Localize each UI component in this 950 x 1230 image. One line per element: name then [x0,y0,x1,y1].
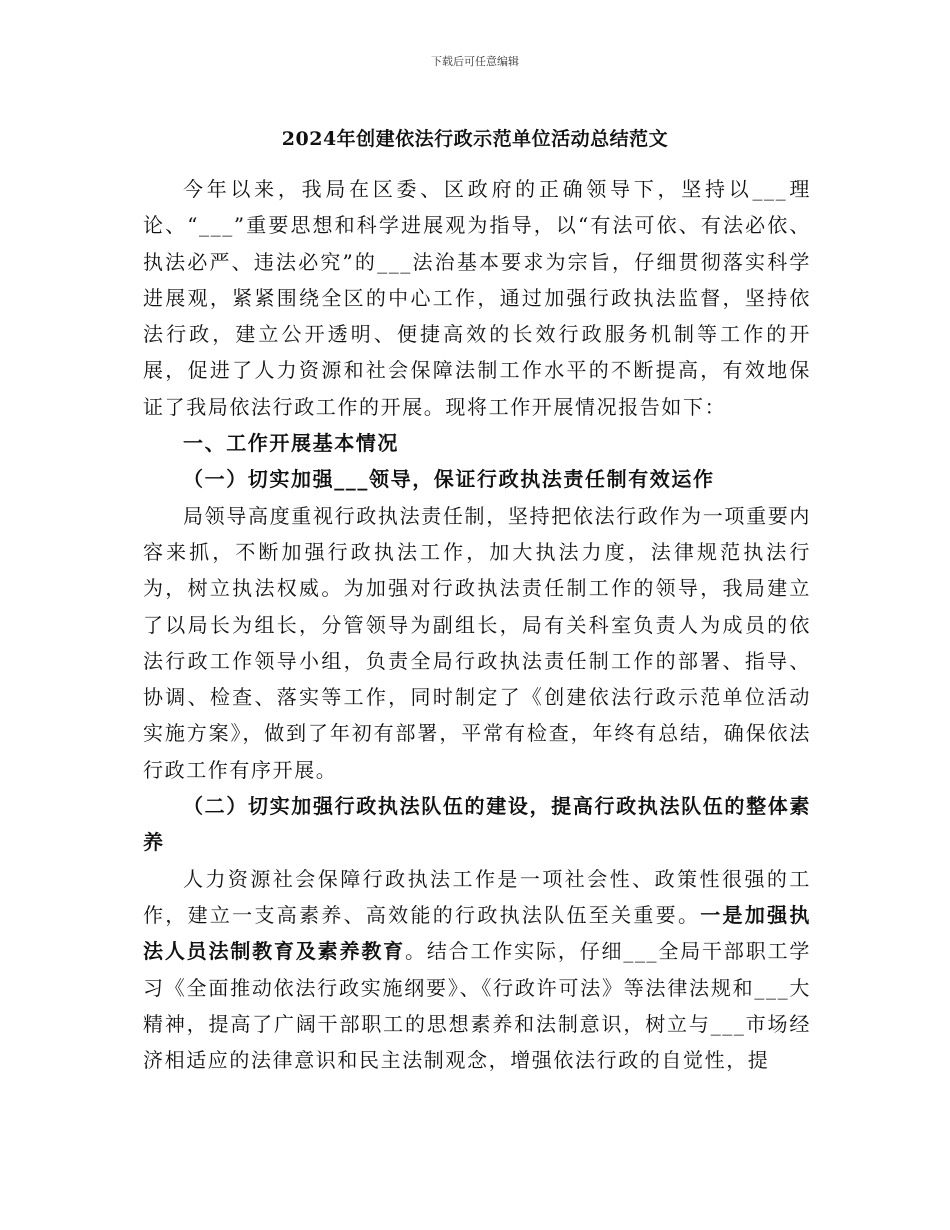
subsection-heading-1: （一）切实加强___领导，保证行政执法责任制有效运作 [183,467,715,492]
paragraph-text: 。结合工作实际，仔细___全局干部职工学习《全面推动依法行政实施纲要》、《行政许可法》等法律法规和___大精神，提高了广阔干部职工的思想素养和法制意识，树立与___市场经济相适应的法律意识和民主法制观念，增强依法行政的自觉性，提 [143,939,811,1073]
document-title: 2024年创建依法行政示范单位活动总结范文 [281,128,669,150]
subsection-heading-2: （二）切实加强行政执法队伍的建设，提高行政执法队伍的整体素养 [143,794,811,855]
paragraph-text: 人力资源社会保障行政执法工作是一项社会性、政策性很强的工作，建立一支高素养、高效能的行政执法队伍至关重要。 [143,866,811,927]
document-body [143,171,811,1078]
subsection-1-paragraph: 局领导高度重视行政执法责任制，坚持把依法行政作为一项重要内容来抓，不断加强行政执法工作，加大执法力度，法律规范执法行为，树立执法权威。为加强对行政执法责任制工作的领导，我局建立了以局长为组长，分管领导为副组长，局有关科室负责人为成员的依法行政工作领导小组，负责全局行政执法责任制工作的部署、指导、协调、检查、落实等工作，同时制定了《创建依法行政示范单位活动实施方案》，做到了年初有部署，平常有检查，年终有总结，确保依法行政工作有序开展。 [143,503,811,782]
subsection-2-paragraph [143,861,811,1079]
header-note: 下载后可任意编辑 [431,55,519,68]
section-heading-1: 一、工作开展基本情况 [183,431,399,456]
intro-paragraph: 今年以来，我局在区委、区政府的正确领导下，坚持以___理论、“___”重要思想和科学进展观为指导，以“有法可依、有法必依、执法必严、违法必究”的___法治基本要求为宗旨，仔细贯彻落实科学进展观，紧紧围绕全区的中心工作，通过加强行政执法监督，坚持依法行政，建立公开透明、便捷高效的长效行政服务机制等工作的开展，促进了人力资源和社会保障法制工作水平的不断提高，有效地保证了我局依法行政工作的开展。现将工作开展情况报告如下： [143,177,811,419]
bold-lead-text: 一是加强执法人员法制教育及素养教育 [143,902,812,964]
